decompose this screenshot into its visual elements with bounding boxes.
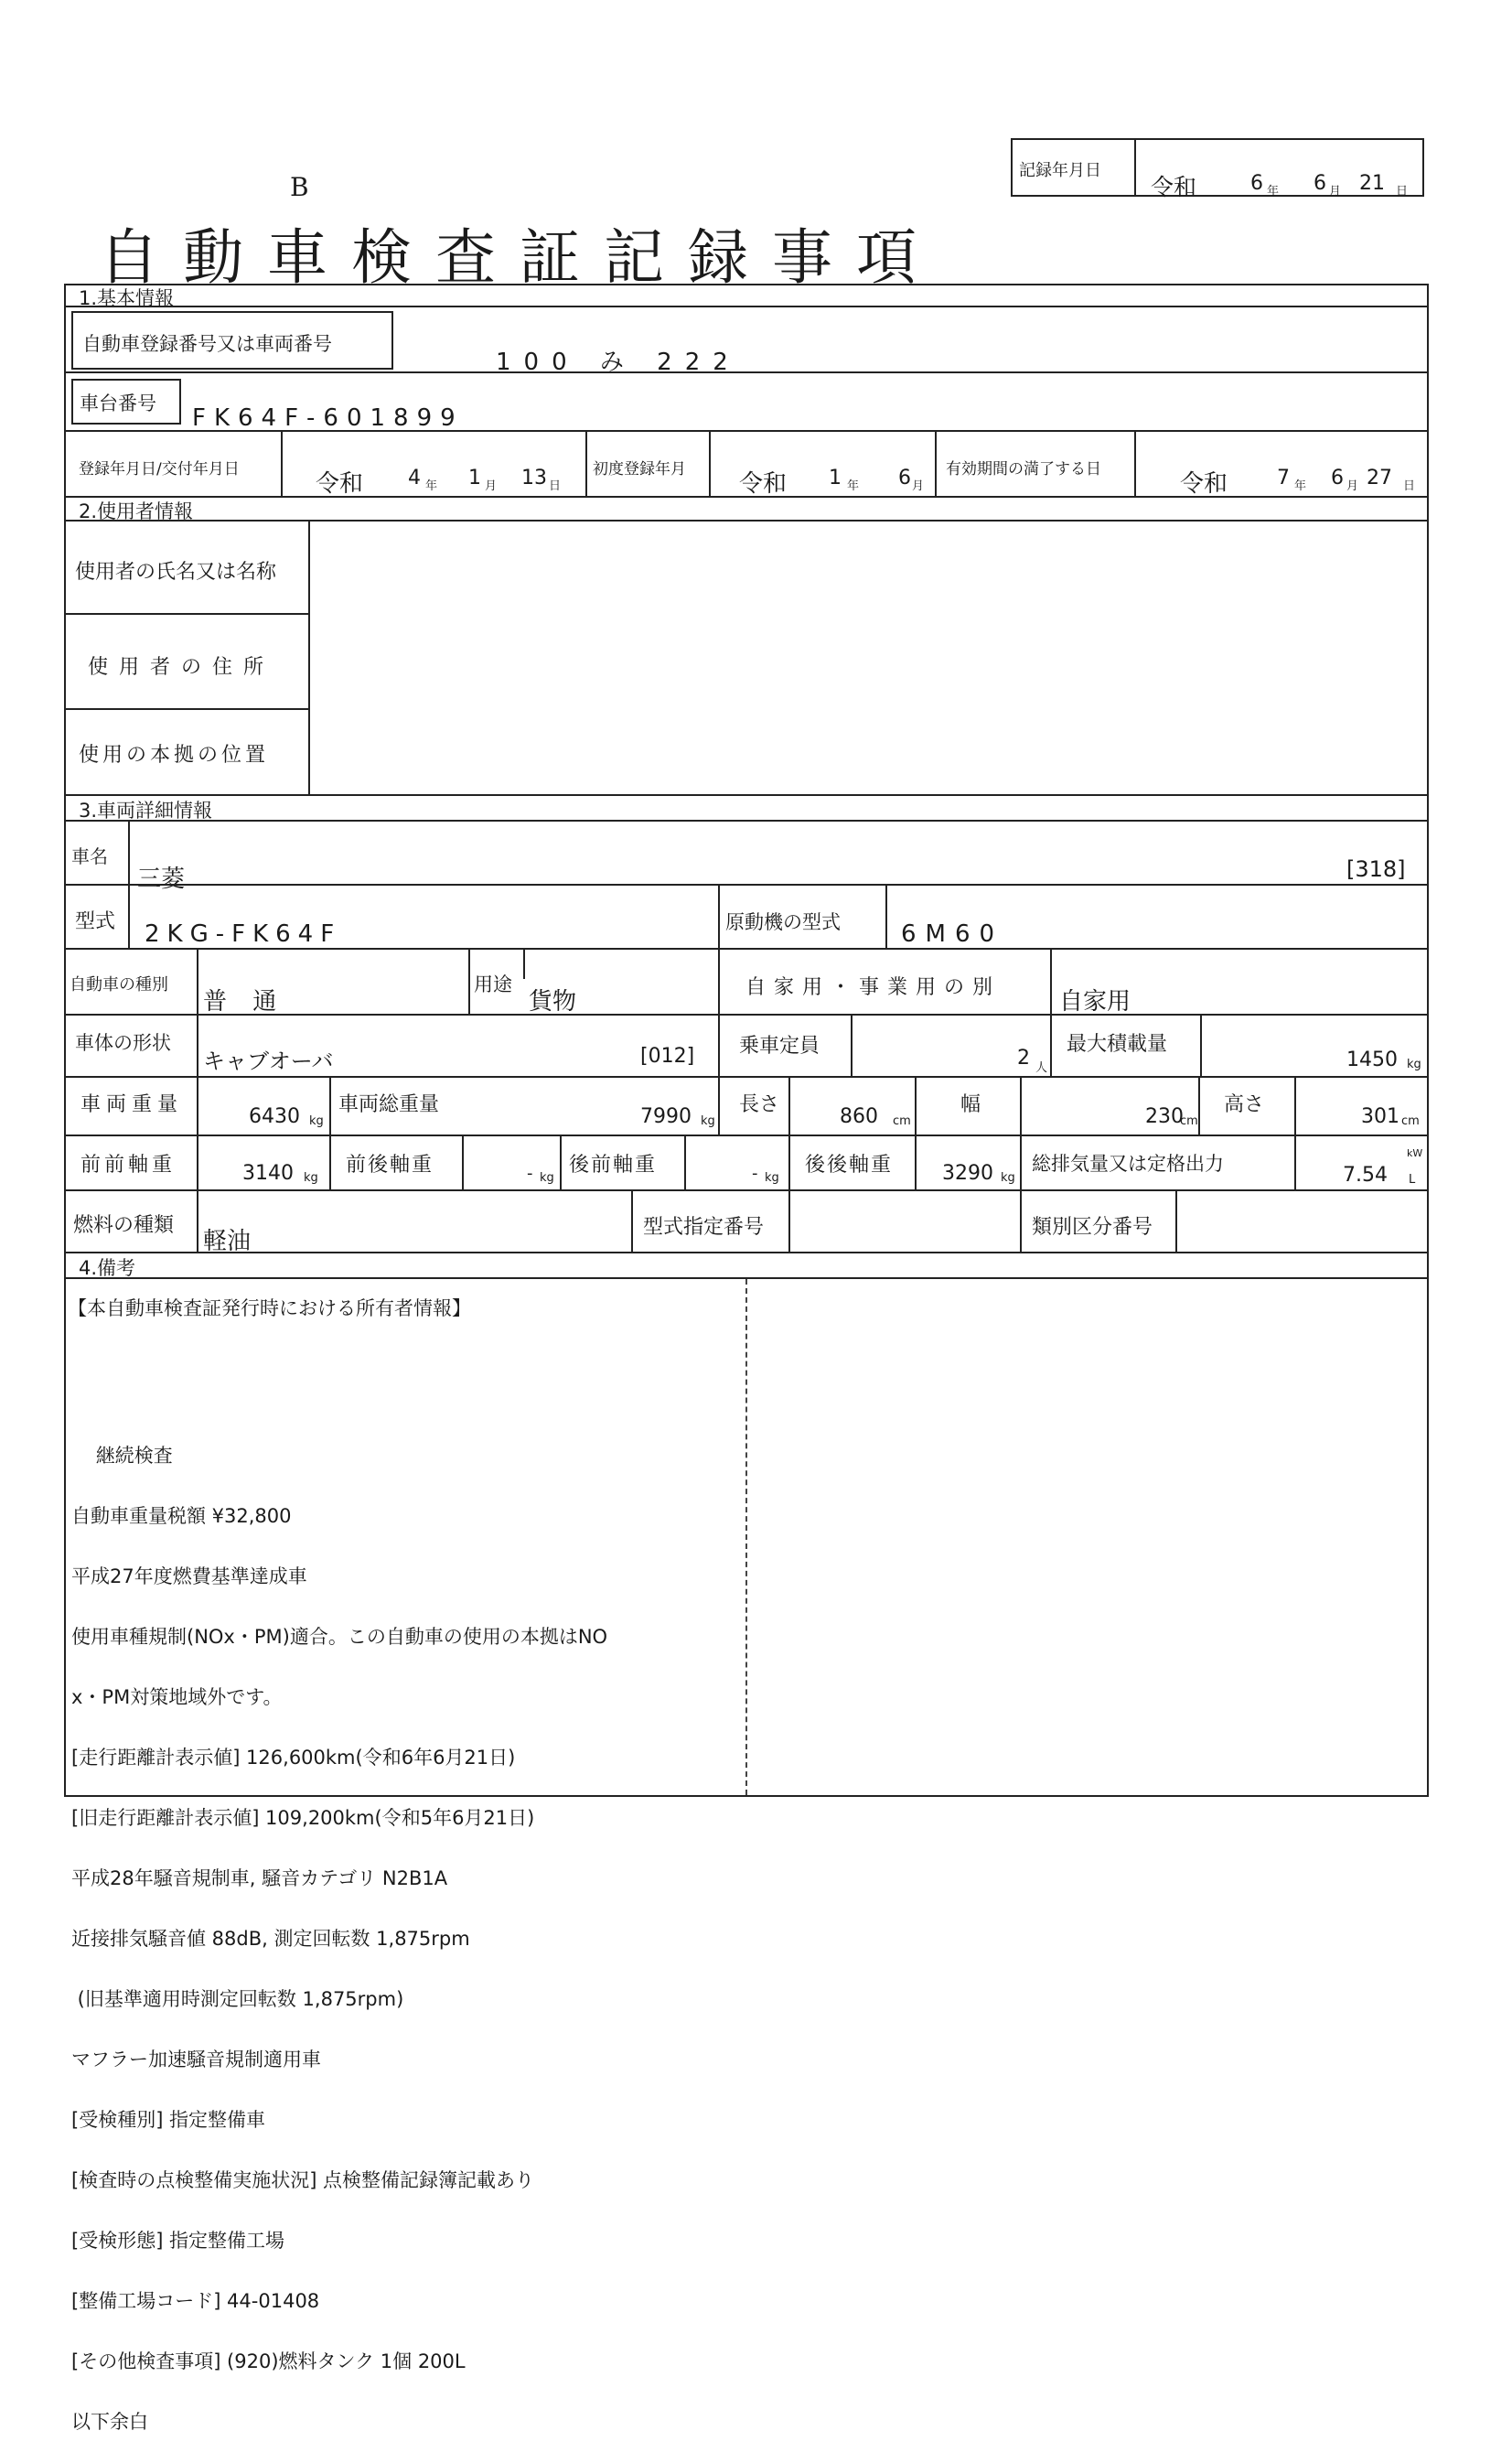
record-date-month-unit: 月 [1329,185,1342,199]
fr-axle-value: - [527,1164,533,1183]
remark-line: 継続検査 [71,1445,173,1467]
section1-title: 1.基本情報 [79,287,175,309]
vehicle-weight-unit: kg [309,1114,324,1128]
expiry-date-day: 27 [1367,467,1392,489]
max-load-unit: kg [1407,1058,1421,1071]
maker-label: 車名 [71,845,108,867]
engine-value: 6M60 [901,920,1004,948]
length-value: 860 [840,1105,878,1128]
ff-axle-value: 3140 [242,1162,294,1185]
remark-line: 自動車重量税額 ¥32,800 [71,1505,292,1527]
remarks-list [71,1405,607,2452]
expiry-day-unit: 日 [1403,479,1416,493]
length-unit: cm [893,1114,911,1128]
record-date-month: 6 [1314,172,1326,195]
remark-line: 平成28年騒音規制車, 騒音カテゴリ N2B1A [71,1867,448,1889]
remark-line: 使用車種規制(NOx・PM)適合。この自動車の使用の本拠はNO [71,1626,608,1648]
capacity-label: 乗車定員 [739,1035,820,1058]
ff-axle-unit: kg [304,1171,318,1185]
maker-value: 三菱 [137,866,186,893]
section3-title: 3.車両詳細情報 [79,800,213,822]
remark-line: (旧基準適用時測定回転数 1,875rpm) [71,1988,404,2010]
displacement-label: 総排気量又は定格出力 [1032,1153,1224,1175]
body-shape-code: [012] [640,1045,695,1068]
rf-axle-unit: kg [765,1171,779,1185]
user-name-label: 使用者の氏名又は名称 [75,561,277,584]
displacement-value: 7.54 [1343,1164,1388,1187]
chassis-number-value: FK64F-601899 [192,404,464,432]
first-registration-month: 6 [898,467,911,489]
remark-line: 近接排気騒音値 88dB, 測定回転数 1,875rpm [71,1928,470,1950]
width-unit: cm [1180,1114,1198,1128]
remark-line: [走行距離計表示値] 126,600km(令和6年6月21日) [71,1747,516,1769]
vehicle-weight-value: 6430 [249,1105,300,1128]
record-date-era: 令和 [1151,174,1197,200]
record-date-year: 6 [1250,172,1263,195]
record-date-day: 21 [1359,172,1385,195]
width-label: 幅 [960,1093,981,1116]
capacity-value: 2 [1017,1047,1030,1070]
max-load-value: 1450 [1346,1049,1398,1071]
capacity-unit: 人 [1035,1061,1048,1075]
issue-month-unit: 月 [485,479,498,493]
model-value: 2KG-FK64F [145,920,342,948]
gross-weight-label: 車両総重量 [338,1093,440,1116]
user-address-label: 使用者の住所 [88,656,275,679]
issue-year-unit: 年 [425,479,438,493]
issue-date-month: 1 [468,467,481,489]
rr-axle-unit: kg [1001,1171,1015,1185]
remark-line: [受検種別] 指定整備車 [71,2109,266,2131]
remark-line: [整備工場コード] 44-01408 [71,2290,320,2312]
remark-line: [その他検査事項] (920)燃料タンク 1個 200L [71,2350,466,2372]
section4-title: 4.備考 [79,1257,136,1279]
base-location-label: 使用の本拠の位置 [79,744,270,767]
remark-line: [受検形態] 指定整備工場 [71,2230,285,2252]
expiry-year-unit: 年 [1294,479,1307,493]
height-value: 301 [1361,1105,1399,1128]
owner-info-header: 【本自動車検査証発行時における所有者情報】 [68,1297,471,1319]
issue-date-era: 令和 [316,470,364,498]
issue-day-unit: 日 [549,479,562,493]
first-registration-era: 令和 [739,470,788,498]
record-date-label: 記録年月日 [1019,161,1101,180]
rr-axle-label: 後後軸重 [805,1154,894,1177]
gross-weight-unit: kg [701,1114,715,1128]
panel-letter: B [290,172,309,202]
fuel-type-label: 燃料の種類 [73,1214,175,1237]
private-commercial-label: 自家用・事業用の別 [745,976,1002,999]
record-date-day-unit: 日 [1396,185,1409,199]
width-value: 230 [1145,1105,1184,1128]
vehicle-type-value: 普 通 [203,988,286,1016]
length-label: 長さ [739,1093,780,1116]
page-title: 自動車検査証記録事項 [99,222,940,293]
vehicle-weight-label: 車両重量 [80,1093,184,1116]
private-commercial-value: 自家用 [1059,988,1131,1016]
vehicle-type-label: 自動車の種別 [70,975,168,995]
type-designation-label: 型式指定番号 [643,1216,765,1239]
first-registration-year: 1 [829,467,842,489]
max-load-label: 最大積載量 [1067,1033,1168,1056]
expiry-date-era: 令和 [1180,470,1228,498]
remark-line: マフラー加速騒音規制適用車 [71,2049,321,2070]
fr-axle-unit: kg [540,1171,554,1185]
height-label: 高さ [1224,1093,1265,1116]
rr-axle-value: 3290 [942,1162,993,1185]
section2-title: 2.使用者情報 [79,500,194,522]
gross-weight-value: 7990 [640,1105,692,1128]
use-value: 貨物 [529,988,577,1016]
issue-date-label: 登録年月日/交付年月日 [79,460,240,479]
remark-line: 以下余白 [71,2411,148,2433]
fuel-type-value: 軽油 [203,1228,252,1255]
displacement-unit-l: L [1409,1173,1416,1187]
model-label: 型式 [75,910,116,933]
remark-line: [旧走行距離計表示値] 109,200km(令和5年6月21日) [71,1807,535,1829]
expiry-month-unit: 月 [1346,479,1359,493]
first-month-unit: 月 [912,479,925,493]
ff-axle-label: 前前軸重 [80,1154,177,1177]
first-registration-label: 初度登録年月 [593,460,686,479]
record-date-year-unit: 年 [1267,185,1280,199]
issue-date-day: 13 [521,467,547,489]
rf-axle-label: 後前軸重 [569,1154,658,1177]
body-shape-label: 車体の形状 [75,1032,171,1054]
use-label: 用途 [474,973,512,995]
expiry-date-month: 6 [1331,467,1344,489]
fr-axle-label: 前後軸重 [346,1154,434,1177]
displacement-unit-kw: kW [1407,1147,1423,1159]
rf-axle-value: - [752,1164,758,1183]
class-number-label: 類別区分番号 [1032,1216,1153,1239]
height-unit: cm [1401,1114,1420,1128]
first-year-unit: 年 [847,479,860,493]
reg-number-label: 自動車登録番号又は車両番号 [82,333,332,355]
engine-label: 原動機の型式 [725,911,841,933]
body-shape-value: キャブオーバ [203,1049,334,1074]
remark-line: 平成27年度燃費基準達成車 [71,1565,307,1587]
chassis-number-label: 車台番号 [80,393,156,414]
remark-line: x・PM対策地域外です。 [71,1686,283,1708]
remark-line: [検査時の点検整備実施状況] 点検整備記録簿記載あり [71,2169,535,2191]
reg-number-value: 100 み 222 [496,349,741,376]
expiry-date-label: 有効期間の満了する日 [946,460,1101,479]
issue-date-year: 4 [408,467,421,489]
maker-code: [318] [1346,856,1406,882]
expiry-date-year: 7 [1277,467,1290,489]
